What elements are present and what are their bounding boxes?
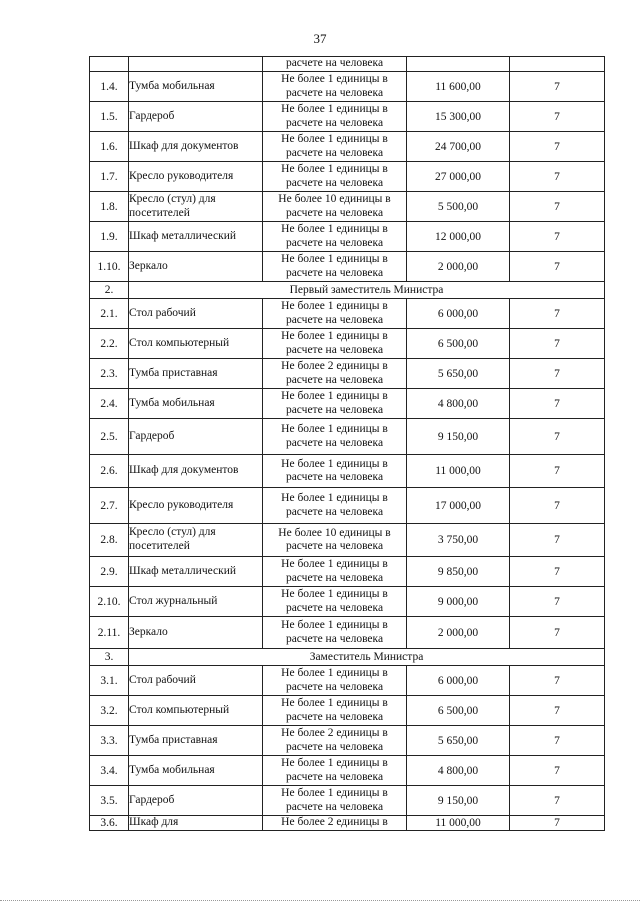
qty-cell	[263, 419, 407, 455]
qty-line-2: расчете на человека	[285, 680, 384, 693]
price-cell: 6 000,00	[407, 299, 510, 329]
qty-cell	[263, 162, 407, 192]
qty-cell	[263, 72, 407, 102]
item-number: 1.6.	[90, 132, 129, 162]
table-row	[90, 162, 605, 192]
service-term-cell: 7	[510, 524, 605, 557]
qty-line-2: расчете на человека	[285, 505, 384, 518]
service-term-cell: 7	[510, 617, 605, 649]
table-row	[90, 756, 605, 786]
qty-line-2: расчете на человека	[285, 571, 384, 584]
qty-line-1: Не более 1 единицы в	[281, 457, 388, 470]
qty-line-1: Не более 1 единицы в	[281, 103, 388, 116]
item-name: Тумба приставная	[129, 726, 263, 756]
section-title: Заместитель Министра	[129, 649, 605, 666]
item-number: 1.5.	[90, 102, 129, 132]
service-term-cell: 7	[510, 162, 605, 192]
table-row	[90, 557, 605, 587]
table-row	[90, 132, 605, 162]
table-row	[90, 488, 605, 524]
continuation-row	[90, 57, 605, 72]
item-name: Стол журнальный	[129, 587, 263, 617]
qty-cell	[263, 666, 407, 696]
price-cell: 2 000,00	[407, 252, 510, 282]
item-number: 2.4.	[90, 389, 129, 419]
qty-cell	[263, 696, 407, 726]
table-row	[90, 72, 605, 102]
qty-line-1: Не более 1 единицы в	[281, 330, 388, 343]
qty-line-2: расчете на человека	[285, 740, 384, 753]
table-row	[90, 299, 605, 329]
service-term-cell: 7	[510, 72, 605, 102]
qty-line-1: Не более 1 единицы в	[281, 697, 388, 710]
table-row	[90, 329, 605, 359]
qty-cell	[263, 756, 407, 786]
table-row	[90, 252, 605, 282]
qty-line-2: расчете на человека	[285, 373, 384, 386]
qty-line-2: расчете на человека	[285, 116, 384, 129]
section-row	[90, 282, 605, 299]
qty-line-2: расчете на человека	[285, 436, 384, 449]
price-cell: 24 700,00	[407, 132, 510, 162]
table-row	[90, 666, 605, 696]
qty-cell	[263, 524, 407, 557]
price-cell: 5 650,00	[407, 726, 510, 756]
qty-line-1: Не более 1 единицы в	[281, 588, 388, 601]
qty-line-1: Не более 1 единицы в	[281, 253, 388, 266]
qty-line-1: Не более 1 единицы в	[281, 73, 388, 86]
table-row	[90, 726, 605, 756]
qty-line-2: расчете на человека	[285, 86, 384, 99]
item-name: Кресло (стул) для посетителей	[129, 192, 263, 222]
qty-cell	[263, 587, 407, 617]
item-number: 2.8.	[90, 524, 129, 557]
table-row	[90, 587, 605, 617]
qty-cell	[263, 455, 407, 488]
qty-line-1: Не более 1 единицы в	[281, 492, 388, 505]
qty-line-2: расчете на человека	[285, 206, 384, 219]
qty-cell	[263, 329, 407, 359]
qty-line-2: расчете на человека	[285, 343, 384, 356]
price-cell: 17 000,00	[407, 488, 510, 524]
item-name: Тумба мобильная	[129, 72, 263, 102]
item-number: 3.6.	[90, 816, 129, 831]
qty-cell	[263, 222, 407, 252]
qty-line-2: расчете на человека	[285, 146, 384, 159]
service-term-cell: 7	[510, 786, 605, 816]
qty-line-2: расчете на человека	[285, 800, 384, 813]
qty-line-2: расчете на человека	[285, 403, 384, 416]
qty-line-1: Не более 1 единицы в	[281, 667, 388, 680]
table-row	[90, 617, 605, 649]
service-term-cell: 7	[510, 102, 605, 132]
item-name: Тумба мобильная	[129, 756, 263, 786]
item-number: 2.9.	[90, 557, 129, 587]
item-number: 2.10.	[90, 587, 129, 617]
item-number: 3.3.	[90, 726, 129, 756]
item-number: 1.8.	[90, 192, 129, 222]
item-name: Тумба мобильная	[129, 389, 263, 419]
price-cell: 9 000,00	[407, 587, 510, 617]
price-cell: 11 600,00	[407, 72, 510, 102]
service-term-cell: 7	[510, 488, 605, 524]
service-term-cell: 7	[510, 329, 605, 359]
service-term-cell: 7	[510, 419, 605, 455]
price-cell: 15 300,00	[407, 102, 510, 132]
qty-line-1: Не более 1 единицы в	[281, 300, 388, 313]
price-cell: 11 000,00	[407, 455, 510, 488]
service-term-cell: 7	[510, 192, 605, 222]
qty-line-1: Не более 1 единицы в	[281, 787, 388, 800]
qty-cell	[263, 816, 407, 831]
price-cell: 6 000,00	[407, 666, 510, 696]
qty-cell	[263, 132, 407, 162]
qty-line-1: Не более 1 единицы в	[281, 558, 388, 571]
qty-line-2: расчете на человека	[285, 471, 384, 483]
item-name: Шкаф для документов	[129, 132, 263, 162]
price-cell: 4 800,00	[407, 756, 510, 786]
item-number: 1.10.	[90, 252, 129, 282]
service-term-cell: 7	[510, 132, 605, 162]
item-number: 2.1.	[90, 299, 129, 329]
item-name: Гардероб	[129, 786, 263, 816]
item-name: Тумба приставная	[129, 359, 263, 389]
price-cell: 5 650,00	[407, 359, 510, 389]
service-term-cell: 7	[510, 726, 605, 756]
table-row	[90, 389, 605, 419]
qty-line-2: расчете на человека	[285, 770, 384, 783]
item-number: 2.11.	[90, 617, 129, 649]
item-number: 2.6.	[90, 455, 129, 488]
item-name: Стол компьютерный	[129, 329, 263, 359]
price-cell: 12 000,00	[407, 222, 510, 252]
item-name: Шкаф металлический	[129, 222, 263, 252]
item-name: Стол рабочий	[129, 666, 263, 696]
qty-line-1: Не более 1 единицы в	[281, 390, 388, 403]
qty-cell	[263, 557, 407, 587]
item-number: 3.2.	[90, 696, 129, 726]
section-number: 2.	[90, 282, 129, 299]
item-number: 2.7.	[90, 488, 129, 524]
item-number: 2.2.	[90, 329, 129, 359]
page-bottom-rule	[0, 900, 640, 901]
qty-line-2: расчете на человека	[285, 710, 384, 723]
qty-line-2: расчете на человека	[285, 236, 384, 249]
item-number: 3.1.	[90, 666, 129, 696]
qty-line-2: расчете на человека	[285, 313, 384, 326]
price-cell: 5 500,00	[407, 192, 510, 222]
item-number: 2.5.	[90, 419, 129, 455]
service-term-cell: 7	[510, 756, 605, 786]
item-name: Кресло руководителя	[129, 488, 263, 524]
qty-cell	[263, 786, 407, 816]
qty-line-1: Не более 1 единицы в	[281, 619, 388, 632]
price-cell: 3 750,00	[407, 524, 510, 557]
qty-line-2: расчете на человека	[285, 632, 384, 645]
item-name: Кресло (стул) для посетителей	[129, 524, 263, 557]
qty-line-1: Не более 2 единицы в	[281, 360, 388, 373]
qty-line-1: Не более 2 единицы в	[281, 727, 388, 740]
price-cell: 9 850,00	[407, 557, 510, 587]
service-term-cell: 7	[510, 557, 605, 587]
qty-cell	[263, 252, 407, 282]
price-cell: 4 800,00	[407, 389, 510, 419]
qty-line-1: Не более 1 единицы в	[281, 223, 388, 236]
service-term-cell: 7	[510, 587, 605, 617]
section-number: 3.	[90, 649, 129, 666]
price-cell: 6 500,00	[407, 696, 510, 726]
page-number: 37	[313, 31, 327, 46]
price-cell: 27 000,00	[407, 162, 510, 192]
qty-line-1: Не более 1 единицы в	[281, 423, 388, 436]
section-title: Первый заместитель Министра	[129, 282, 605, 299]
price-cell: 6 500,00	[407, 329, 510, 359]
qty-line-1: Не более 1 единицы в	[281, 163, 388, 176]
qty-line-2: расчете на человека	[285, 540, 384, 552]
qty-line-2: расчете на человека	[285, 176, 384, 189]
table-row	[90, 524, 605, 557]
qty-cell	[263, 617, 407, 649]
service-term-cell: 7	[510, 696, 605, 726]
item-name: Зеркало	[129, 617, 263, 649]
item-number: 3.4.	[90, 756, 129, 786]
service-term-cell: 7	[510, 455, 605, 488]
qty-line-1: Не более 10 единицы в	[278, 526, 391, 539]
table-row	[90, 192, 605, 222]
table-row	[90, 419, 605, 455]
furniture-norms-table	[89, 56, 605, 831]
table-row	[90, 816, 605, 831]
qty-cell	[263, 726, 407, 756]
qty-line-2: расчете на человека	[285, 266, 384, 279]
service-term-cell: 7	[510, 222, 605, 252]
item-name: Кресло руководителя	[129, 162, 263, 192]
service-term-cell: 7	[510, 389, 605, 419]
service-term-cell: 7	[510, 816, 605, 831]
qty-cell	[263, 359, 407, 389]
item-name: Зеркало	[129, 252, 263, 282]
price-cell: 11 000,00	[407, 816, 510, 831]
qty-cell	[263, 102, 407, 132]
item-name: Гардероб	[129, 102, 263, 132]
table-row	[90, 786, 605, 816]
service-term-cell: 7	[510, 252, 605, 282]
qty-line-1: Не более 1 единицы в	[281, 133, 388, 146]
table-row	[90, 359, 605, 389]
service-term-cell: 7	[510, 666, 605, 696]
table-row	[90, 102, 605, 132]
item-number: 1.7.	[90, 162, 129, 192]
qty-cell	[263, 192, 407, 222]
item-name: Шкаф металлический	[129, 557, 263, 587]
item-name: Шкаф для	[129, 816, 263, 831]
qty-line-2: расчете на человека	[285, 601, 384, 614]
section-row	[90, 649, 605, 666]
service-term-cell: 7	[510, 359, 605, 389]
price-cell: 9 150,00	[407, 786, 510, 816]
item-name: Стол рабочий	[129, 299, 263, 329]
item-number: 2.3.	[90, 359, 129, 389]
qty-line-1: Не более 1 единицы в	[281, 757, 388, 770]
table-row	[90, 696, 605, 726]
item-number: 3.5.	[90, 786, 129, 816]
item-number: 1.4.	[90, 72, 129, 102]
item-name: Стол компьютерный	[129, 696, 263, 726]
qty-line-1: Не более 10 единицы в	[278, 193, 391, 206]
qty-line-1: Не более 2 единицы в	[281, 816, 388, 829]
item-name: Гардероб	[129, 419, 263, 455]
price-cell: 9 150,00	[407, 419, 510, 455]
table-row	[90, 222, 605, 252]
price-cell: 2 000,00	[407, 617, 510, 649]
service-term-cell: 7	[510, 299, 605, 329]
table-row	[90, 455, 605, 488]
item-number: 1.9.	[90, 222, 129, 252]
item-name: Шкаф для документов	[129, 455, 263, 488]
qty-cell	[263, 389, 407, 419]
qty-cell: расчете на человека	[263, 57, 407, 72]
qty-cell	[263, 299, 407, 329]
qty-cell	[263, 488, 407, 524]
